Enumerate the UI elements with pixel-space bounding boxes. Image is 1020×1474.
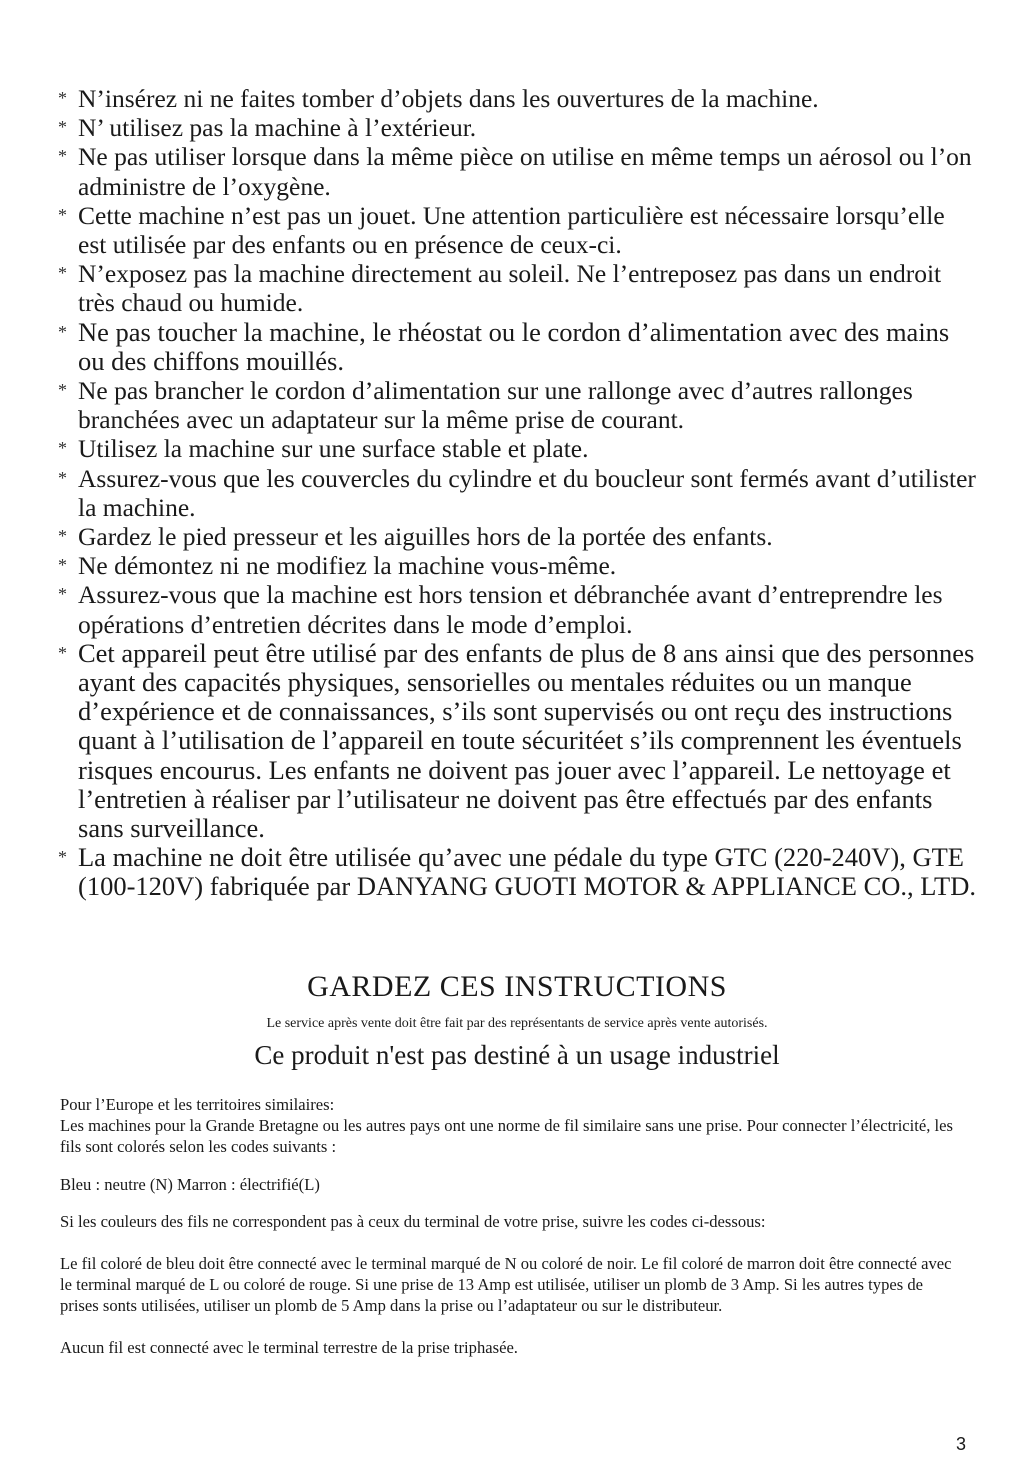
asterisk-bullet-icon: * (58, 321, 67, 342)
asterisk-bullet-icon: * (58, 847, 67, 868)
asterisk-bullet-icon: * (58, 146, 67, 167)
asterisk-bullet-icon: * (58, 380, 67, 401)
safety-item: * N’ utilisez pas la machine à l’extérieur. (58, 113, 477, 143)
asterisk-bullet-icon: * (58, 526, 67, 547)
safety-item: * Utilisez la machine sur une surface stable et plate. (58, 434, 589, 464)
wire-color-codes: Bleu : neutre (N) Marron : électrifié(L) (60, 1175, 320, 1194)
safety-item: * Gardez le pied presseur et les aiguilles hors de la portée des enfants. (58, 522, 773, 552)
asterisk-bullet-icon: * (58, 584, 67, 605)
mismatch-paragraph: Le fil coloré de bleu doit être connecté avec le terminal marqué de N ou coloré de noir. Le fil coloré de marron doit être connecté avec le terminal marqué de L ou coloré de rouge. Si une prise de 13 Amp est utilisée, utiliser un plomb de 3 Amp. Si les autres types de prises sonts utilisées, utiliser un plomb de 5 Amp dans la prise ou l’adaptateur ou sur le distributeur. (60, 1254, 952, 1315)
mismatch-intro: Si les couleurs des fils ne correspondent pas à ceux du terminal de votre prise, suivre les codes ci-dessous: (60, 1212, 766, 1231)
page-title: GARDEZ CES INSTRUCTIONS (307, 970, 727, 1003)
page-number: 3 (956, 1434, 967, 1454)
industrial-use-note: Ce produit n'est pas destiné à un usage industriel (254, 1040, 780, 1070)
safety-item: * Assurez-vous que les couvercles du cylindre et du boucleur sont fermés avant d’utilister la machine. (58, 463, 976, 522)
service-note: Le service après vente doit être fait par des représentants de service après vente autorisés. (266, 1016, 768, 1031)
asterisk-bullet-icon: * (58, 88, 67, 108)
safety-item: * Ne démontez ni ne modifiez la machine vous-même. (58, 551, 617, 581)
asterisk-bullet-icon: * (58, 555, 67, 576)
safety-instructions-list (56, 84, 976, 902)
asterisk-bullet-icon: * (58, 438, 67, 459)
safety-item: * Cet appareil peut être utilisé par des enfants de plus de 8 ans ainsi que des personnes ayant des capacités physiques, sensorielles ou mentales réduites ou un manque d’expérience et de connaissances, s’ils sont supervisés ou ont reçu des instructions quant à l’utilisation de l’appareil en toute sécuritéet s’ils comprennent les éventuels risques encourus. Les enfants ne doivent pas jouer avec l’appareil. Le nettoyage et l’entretien à réaliser par l’utilisateur ne doivent pas être effectués par des enfants sans surveillance. (58, 637, 975, 844)
europe-paragraph: Les machines pour la Grande Bretagne ou les autres pays ont une norme de fil similaire sans une prise. Pour connecter l’électricité, les fils sont colorés selon les codes suivants : (60, 1116, 953, 1156)
safety-item: * Cette machine n’est pas un jouet. Une attention particulière est nécessaire lorsqu’elle est utilisée par des enfants ou en présence de ceux-ci. (58, 200, 945, 260)
europe-heading: Pour l’Europe et les territoires similaires: (60, 1095, 335, 1114)
safety-item: * Ne pas utiliser lorsque dans la même pièce on utilise en même temps un aérosol ou l’on administre de l’oxygène. (58, 142, 972, 201)
safety-item: * N’exposez pas la machine directement au soleil. Ne l’entreposez pas dans un endroit très chaud ou humide. (58, 259, 942, 318)
asterisk-bullet-icon: * (58, 117, 67, 138)
safety-item: * N’insérez ni ne faites tomber d’objets dans les ouvertures de la machine. (58, 84, 819, 113)
asterisk-bullet-icon: * (58, 467, 67, 488)
safety-item: * Ne pas toucher la machine, le rhéostat ou le cordon d’alimentation avec des mains ou des chiffons mouillés. (58, 316, 950, 376)
safety-item: * La machine ne doit être utilisée qu’avec une pédale du type GTC (220-240V), GTE (100-120V) fabriquée par DANYANG GUOTI MOTOR & APPLIANCE CO., LTD. (58, 842, 976, 902)
asterisk-bullet-icon: * (58, 204, 67, 225)
asterisk-bullet-icon: * (58, 263, 67, 284)
asterisk-bullet-icon: * (58, 642, 67, 663)
safety-item: * Assurez-vous que la machine est hors tension et débranchée avant d’entreprendre les opérations d’entretien décrites dans le mode d’emploi. (58, 580, 943, 639)
earth-terminal-note: Aucun fil est connecté avec le terminal terrestre de la prise triphasée. (60, 1338, 518, 1357)
safety-item: * Ne pas brancher le cordon d’alimentation sur une rallonge avec d’autres rallonges branchées avec un adaptateur sur la même prise de courant. (58, 376, 913, 435)
